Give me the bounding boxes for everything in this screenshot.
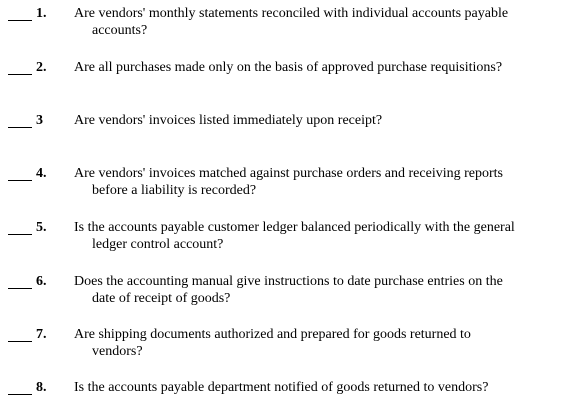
question-text (74, 274, 570, 307)
question-number: 5. (36, 220, 47, 235)
question-number: 7. (36, 327, 47, 342)
question-text-line: Are shipping documents authorized and prepared for goods returned to (74, 327, 471, 342)
question-text (74, 113, 570, 130)
question-text-line: Does the accounting manual give instructions to date purchase entries on the (74, 274, 503, 289)
question-text (74, 327, 570, 360)
question-number: 2. (36, 60, 47, 75)
question-text (74, 60, 570, 77)
question-number: 6. (36, 274, 47, 289)
question-text-line: before a liability is recorded? (92, 182, 257, 198)
question-number: 4. (36, 166, 47, 181)
answer-blank[interactable] (8, 180, 32, 181)
question-text-line: accounts? (92, 22, 148, 38)
answer-blank[interactable] (8, 234, 32, 235)
question-text-line: ledger control account? (92, 236, 224, 252)
answer-blank[interactable] (8, 394, 32, 395)
question-text (74, 220, 570, 253)
question-text (74, 6, 570, 39)
answer-blank[interactable] (8, 341, 32, 342)
question-number: 3 (36, 113, 43, 128)
question-text-line: Are vendors' invoices listed immediately upon receipt? (74, 113, 383, 128)
answer-blank[interactable] (8, 74, 32, 75)
question-text (74, 166, 570, 199)
answer-blank[interactable] (8, 288, 32, 289)
question-text-line: Is the accounts payable customer ledger balanced periodically with the general (74, 220, 515, 235)
question-text-line: date of receipt of goods? (92, 290, 231, 306)
answer-blank[interactable] (8, 20, 32, 21)
question-number: 1. (36, 6, 47, 21)
question-text-line: Are vendors' invoices matched against purchase orders and receiving reports (74, 166, 503, 181)
question-text-line: Are vendors' monthly statements reconciled with individual accounts payable (74, 6, 509, 21)
question-text-line: vendors? (92, 343, 143, 359)
question-text (74, 380, 570, 397)
question-text-line: Is the accounts payable department notified of goods returned to vendors? (74, 380, 489, 395)
answer-blank[interactable] (8, 127, 32, 128)
question-text-line: Are all purchases made only on the basis of approved purchase requisitions? (74, 60, 503, 75)
question-number: 8. (36, 380, 47, 395)
